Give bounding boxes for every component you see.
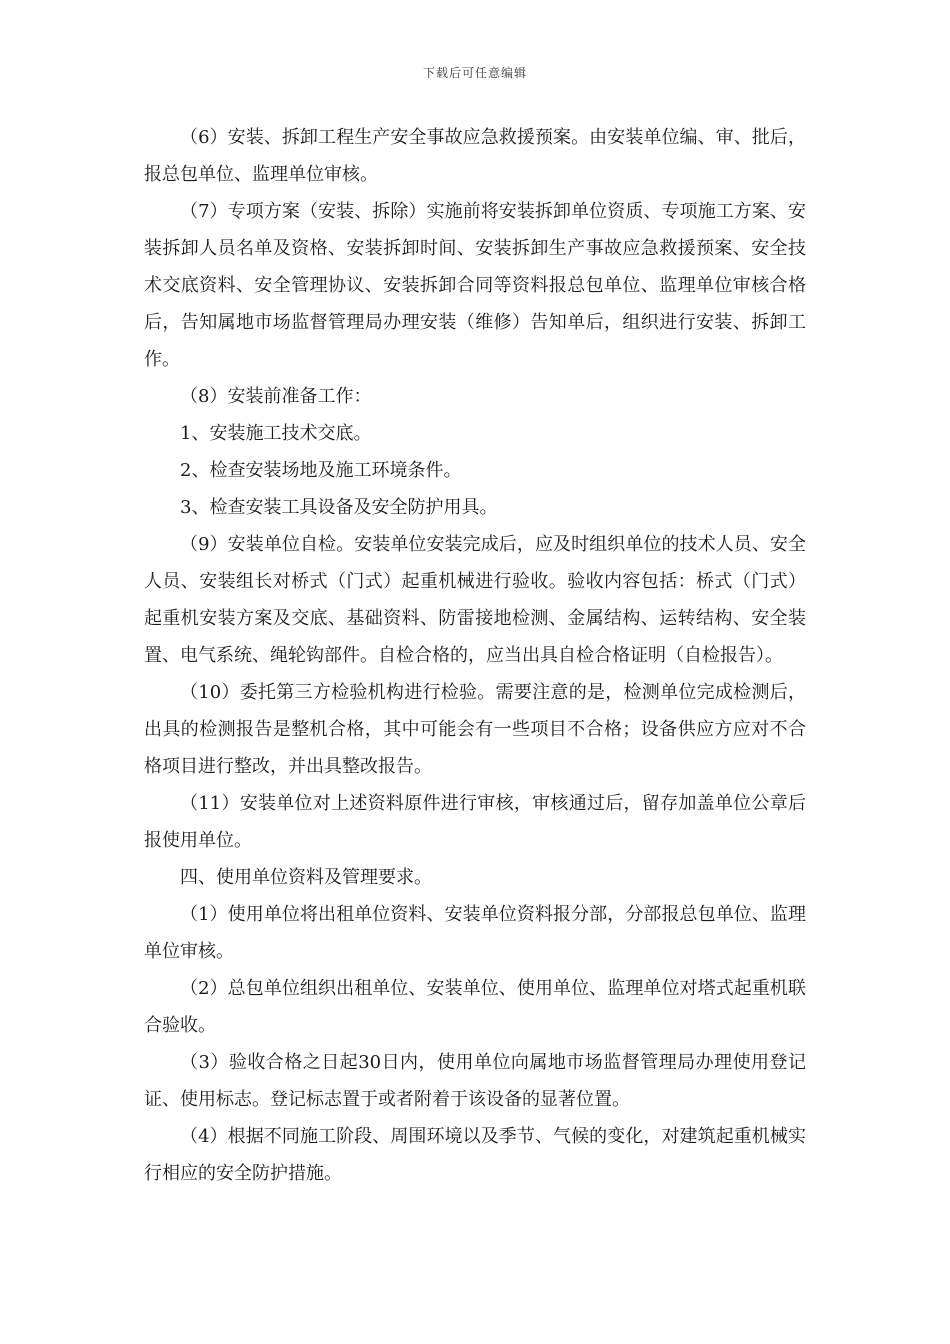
paragraph-safety-measures: （4）根据不同施工阶段、周围环境以及季节、气候的变化，对建筑起重机械实行相应的安全防护措施。 bbox=[144, 1126, 806, 1184]
paragraph-document-review: （11）安装单位对上述资料原件进行审核，审核通过后，留存加盖单位公章后报使用单位。 bbox=[144, 793, 806, 851]
paragraph-prep-step-3: 3、检查安装工具设备及安全防护用具。 bbox=[180, 497, 498, 518]
paragraph-third-party-inspection: （10）委托第三方检验机构进行检验。需要注意的是，检测单位完成检测后，出具的检测报告是整机合格，其中可能会有一些项目不合格；设备供应方应对不合格项目进行整改，并出具整改报告。 bbox=[144, 682, 806, 777]
paragraph-self-inspection: （9）安装单位自检。安装单位安装完成后，应及时组织单位的技术人员、安全人员、安装组长对桥式（门式）起重机械进行验收。验收内容包括：桥式（门式）起重机安装方案及交底、基础资料、防雷接地检测、金属结构、运转结构、安全装置、电气系统、绳轮钩部件。自检合格的，应当出具自检合格证明（自检报告）。 bbox=[144, 534, 806, 666]
paragraph-registration: （3）验收合格之日起30日内，使用单位向属地市场监督管理局办理使用登记证、使用标志。登记标志置于或者附着于该设备的显著位置。 bbox=[144, 1052, 806, 1110]
document-body bbox=[144, 119, 806, 1192]
paragraph-install-emergency-plan: （6）安装、拆卸工程生产安全事故应急救援预案。由安装单位编、审、批后，报总包单位、监理单位审核。 bbox=[144, 127, 806, 185]
paragraph-joint-acceptance: （2）总包单位组织出租单位、安装单位、使用单位、监理单位对塔式起重机联合验收。 bbox=[144, 978, 806, 1036]
paragraph-prep-step-2: 2、检查安装场地及施工环境条件。 bbox=[180, 460, 462, 481]
paragraph-prep-step-1: 1、安装施工技术交底。 bbox=[180, 423, 372, 444]
header-note: 下载后可任意编辑 bbox=[422, 66, 527, 80]
paragraph-special-plan-submission: （7）专项方案（安装、拆除）实施前将安装拆卸单位资质、专项施工方案、安装拆卸人员名单及资格、安装拆卸时间、安装拆卸生产事故应急救援预案、安全技术交底资料、安全管理协议、安装拆卸合同等资料报总包单位、监理单位审核合格后，告知属地市场监督管理局办理安装（维修）告知单后，组织进行安装、拆卸工作。 bbox=[144, 201, 806, 370]
paragraph-pre-install-prep: （8）安装前准备工作： bbox=[180, 386, 372, 407]
section-heading-user-requirements: 四、使用单位资料及管理要求。 bbox=[180, 867, 432, 888]
paragraph-user-submission: （1）使用单位将出租单位资料、安装单位资料报分部，分部报总包单位、监理单位审核。 bbox=[144, 904, 806, 962]
